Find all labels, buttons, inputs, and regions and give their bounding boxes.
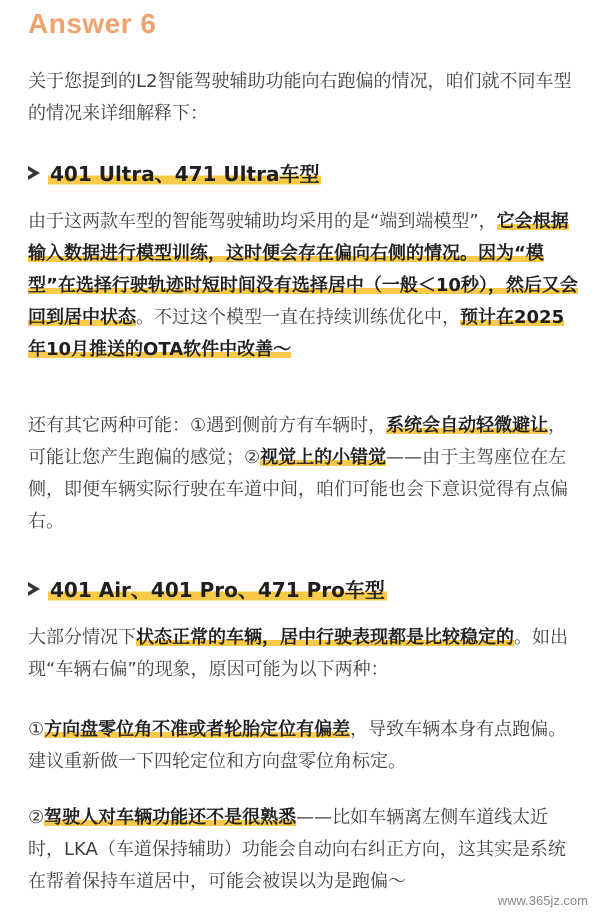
arrow-bullet-icon — [28, 582, 40, 596]
section1-heading — [28, 158, 321, 187]
s2p3-highlight: 驾驶人对车辆功能还不是很熟悉 — [44, 807, 297, 828]
section2-paragraph-1 — [28, 622, 580, 686]
section2-paragraph-2 — [28, 714, 580, 778]
section1-paragraph-2 — [28, 410, 580, 538]
s1p1-highlight-2: 预计在2025年10月推送的OTA软件中改善～ — [28, 307, 565, 360]
s2p1-text-a: 大部分情况下 — [28, 627, 136, 648]
s1p2-text-a: 还有其它两种可能：①遇到侧前方有车辆时， — [28, 415, 387, 436]
section1-heading-text: 401 Ultra、471 Ultra车型 — [48, 158, 321, 187]
s1p2-text-b: ，可能让您产生跑偏的感觉；② — [28, 415, 567, 468]
s2p3-text-a: ② — [28, 807, 45, 828]
s2p2-text-a: ① — [28, 719, 45, 740]
s1p1-highlight-1: 它会根据输入数据进行模型训练，这时便会存在偏向右侧的情况。因为“模型”在选择行驶轨迹时短时间没有选择居中（一般＜10秒），然后又会回到居中状态 — [28, 211, 578, 328]
section2-heading-text: 401 Air、401 Pro、471 Pro车型 — [48, 574, 387, 603]
s1p2-highlight-1: 系统会自动轻微避让 — [386, 415, 549, 436]
s1p2-highlight-2: 视觉上的小错觉 — [260, 447, 387, 468]
s1p1-text-a: 由于这两款车型的智能驾驶辅助均采用的是“端到端模型”， — [28, 211, 497, 232]
arrow-bullet-icon — [28, 166, 40, 180]
site-watermark: www.365jz.com — [497, 893, 588, 908]
s2p1-highlight: 状态正常的车辆，居中行驶表现都是比较稳定的 — [136, 627, 514, 648]
section1-paragraph-1 — [28, 206, 580, 366]
intro-paragraph: 关于您提到的L2智能驾驶辅助功能向右跑偏的情况，咱们就不同车型的情况来详细解释下： — [28, 71, 572, 124]
s2p2-highlight: 方向盘零位角不准或者轮胎定位有偏差 — [44, 719, 351, 740]
s1p1-text-b: 。不过这个模型一直在持续训练优化中， — [136, 307, 460, 328]
s2p1-text-b: 。如出现“车辆右偏”的现象，原因可能为以下两种： — [28, 627, 568, 680]
section2-paragraph-3 — [28, 802, 580, 898]
s1p2-text-c: ——由于主驾座位在左侧，即便车辆实际行驶在车道中间，咱们可能也会下意识觉得有点偏右。 — [28, 447, 568, 532]
answer-title: Answer 6 — [28, 8, 157, 39]
section2-heading — [28, 574, 387, 603]
s2p2-text-b: ，导致车辆本身有点跑偏。建议重新做一下四轮定位和方向盘零位角标定。 — [28, 719, 567, 772]
s2p3-text-b: ——比如车辆离左侧车道线太近时，LKA（车道保持辅助）功能会自动向右纠正方向，这其实是系统在帮着保持车道居中，可能会被误以为是跑偏～ — [28, 807, 566, 892]
